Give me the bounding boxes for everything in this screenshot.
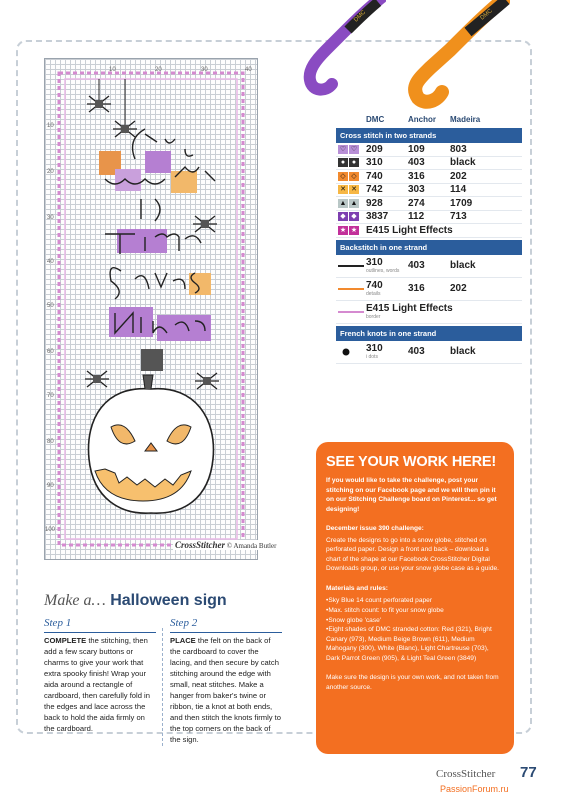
footer-brand: CrossStitcher xyxy=(436,768,496,780)
cross-row xyxy=(336,184,522,198)
french-knot-band: French knots in one strand xyxy=(336,326,522,341)
swatch-pair xyxy=(336,212,366,221)
anchor-code: 403 xyxy=(408,157,425,169)
madeira-code: black xyxy=(450,260,476,271)
anchor-code: 109 xyxy=(408,143,425,155)
madeira-code: black xyxy=(450,346,476,357)
dmc-code xyxy=(366,257,408,274)
materials-item: • Snow globe 'case' xyxy=(326,616,504,626)
tick-top-3: 30 xyxy=(201,67,208,73)
back-row xyxy=(336,278,522,301)
line-note: i dots xyxy=(366,354,378,360)
dmc-code xyxy=(366,280,408,297)
anchor-code: 403 xyxy=(408,346,425,357)
swatch-pair xyxy=(336,185,366,194)
challenge-box xyxy=(316,442,514,754)
tick-top-1: 10 xyxy=(109,67,116,73)
dmc-code xyxy=(366,343,408,360)
chart-credit xyxy=(173,540,278,550)
make-title: Halloween sign xyxy=(110,592,227,609)
cross-light-row: ★ ★ E415 Light Effects xyxy=(336,224,522,238)
credit-author: © Amanda Butler xyxy=(226,542,277,550)
key-header xyxy=(336,112,522,126)
dmc-value: 740 xyxy=(366,280,383,291)
anchor-code: 316 xyxy=(408,170,425,182)
dmc-code: 742 xyxy=(366,184,383,196)
cross-row xyxy=(336,143,522,157)
light-swatch: ★ xyxy=(339,226,347,234)
challenge-closing: Make sure the design is your own work, and not taken from another source. xyxy=(326,674,499,691)
cross-stitch-chart xyxy=(44,58,258,560)
credit-brand: CrossStitcher xyxy=(175,540,226,550)
step-2-title: Step 2 xyxy=(170,616,282,633)
thread-key xyxy=(336,112,522,364)
page-number: 77 xyxy=(520,764,537,781)
madeira-code: 202 xyxy=(450,283,467,294)
header-madeira: Madeira xyxy=(450,114,481,124)
step-1 xyxy=(44,616,156,734)
challenge-text: Create the designs to go into a snow globe, stitched on perforated paper. Design a front and back – download a chart of the shape at our Facebook CrossStitcher Digital Downloads group, or use your snow globe case as a guide. xyxy=(326,536,500,573)
back-light-note: border xyxy=(366,314,381,320)
step-2-lead: PLACE xyxy=(170,635,196,645)
thread-swatch: ◆ xyxy=(338,212,348,221)
cross-row xyxy=(336,197,522,211)
tick-top-4: 40 xyxy=(245,67,252,73)
cross-row xyxy=(336,170,522,184)
thread-swatch: ♡ xyxy=(350,145,358,153)
challenge-title: SEE YOUR WORK HERE! xyxy=(326,454,496,470)
thread-swatch: ▲ xyxy=(350,199,358,207)
anchor-code: 403 xyxy=(408,260,425,271)
tick-top-2: 20 xyxy=(155,67,162,73)
make-prefix: Make a… xyxy=(44,592,106,609)
thread-swatch: ◇ xyxy=(349,172,359,181)
back-light-label: E415 Light Effects xyxy=(366,303,453,314)
cross-light-label: E415 Light Effects xyxy=(366,224,453,236)
swatch-pair xyxy=(336,172,366,181)
tick-side-4: 40 xyxy=(47,259,54,265)
challenge-intro: If you would like to take the challenge, post your stitching on our Facebook page and we will then pin it on our Stitching Challenge board on Pinterest... so get designing! xyxy=(326,477,497,513)
thread-swatch: ▲ xyxy=(339,199,347,207)
make-heading xyxy=(44,592,227,610)
swatch-pair xyxy=(336,158,366,167)
cross-row xyxy=(336,157,522,171)
dmc-code: 310 xyxy=(366,157,383,169)
dmc-value: 310 xyxy=(366,257,383,268)
step-1-text: the stitching, then add a few scary buttons or charms to give your work that extra spooky finish! Wrap your aida around a rectangle of cardboard, then carefully fold in the edges and lace across the back to hold the aida firmly on the cardboard. xyxy=(44,635,150,733)
tick-side-1: 10 xyxy=(47,123,54,129)
challenge-heading: December issue 390 challenge: xyxy=(326,525,424,533)
step-1-lead: COMPLETE xyxy=(44,635,87,645)
madeira-code: 713 xyxy=(450,211,467,223)
madeira-code: 114 xyxy=(450,184,467,196)
french-row xyxy=(336,341,522,364)
anchor-code: 274 xyxy=(408,197,425,209)
anchor-code: 303 xyxy=(408,184,425,196)
thread-swatch: ◇ xyxy=(338,172,348,181)
svg-text:DMC: DMC xyxy=(479,8,494,22)
tick-side-8: 80 xyxy=(47,439,54,445)
step-2 xyxy=(170,616,282,745)
madeira-code: 1709 xyxy=(450,197,473,209)
chart-artwork xyxy=(45,59,257,559)
cross-row xyxy=(336,211,522,225)
materials-item: • Sky Blue 14 count perforated paper xyxy=(326,596,504,606)
materials-list xyxy=(326,596,504,663)
line-sample xyxy=(336,286,366,292)
swatch-pair xyxy=(336,199,366,208)
backstitch-band: Backstitch in one strand xyxy=(336,240,522,255)
tick-side-7: 70 xyxy=(47,393,54,399)
madeira-code: black xyxy=(450,157,476,169)
anchor-code: 112 xyxy=(408,211,425,223)
tick-side-9: 90 xyxy=(47,483,54,489)
line-note: details xyxy=(366,291,381,297)
back-light-row xyxy=(336,301,522,324)
step-divider xyxy=(162,628,163,746)
thread-swatch: ✕ xyxy=(349,185,359,194)
back-row xyxy=(336,255,522,278)
purple-thread-skein xyxy=(296,0,386,100)
tick-side-3: 30 xyxy=(47,215,54,221)
dmc-value: 310 xyxy=(366,343,383,354)
line-note: outlines, words xyxy=(366,268,400,274)
orange-thread-skein xyxy=(380,0,510,110)
step-1-title: Step 1 xyxy=(44,616,156,633)
dmc-code: 740 xyxy=(366,170,383,182)
header-dmc: DMC xyxy=(366,114,385,124)
line-sample xyxy=(336,263,366,269)
step-2-text: the felt on the back of the cardboard to cover the lacing, and then secure by catch stitching around the edge with small, neat stitches. Make a hanger from baker's twine or ribbon, tie a knot at both ends, and then stitch the knots firmly to the top corners on the back of the sign. xyxy=(170,635,282,744)
tick-side-6: 60 xyxy=(47,349,54,355)
header-anchor: Anchor xyxy=(408,114,436,124)
materials-item: • Max. stitch count: to fit your snow globe xyxy=(326,606,504,616)
cross-stitch-band: Cross stitch in two strands xyxy=(336,128,522,143)
thread-swatch: ● xyxy=(349,158,359,167)
watermark-site: PassionForum.ru xyxy=(440,784,509,794)
thread-swatch: ● xyxy=(338,158,348,167)
dmc-code: 3837 xyxy=(366,211,389,223)
tick-side-5: 50 xyxy=(47,303,54,309)
tick-side-10: 100 xyxy=(45,527,56,533)
swatch-pair xyxy=(336,145,366,154)
thread-swatch: ◆ xyxy=(349,212,359,221)
tick-side-2: 20 xyxy=(47,169,54,175)
madeira-code: 202 xyxy=(450,170,467,182)
svg-text:DMC: DMC xyxy=(353,9,368,24)
madeira-code: 803 xyxy=(450,143,467,155)
line-sample xyxy=(336,348,366,356)
dmc-code: 928 xyxy=(366,197,383,209)
anchor-code: 316 xyxy=(408,283,425,294)
materials-heading: Materials and rules: xyxy=(326,584,388,592)
dmc-code: 209 xyxy=(366,143,383,155)
materials-item: • Eight shades of DMC stranded cotton: Red (321), Bright Canary (973), Medium Beige Brown (611), Medium Mahogany (300), White (Blanc), Light Chartreuse (703), Dark Parrot Green (905), & Light Teal Green (3849) xyxy=(326,625,504,663)
thread-swatch: ♡ xyxy=(339,145,347,153)
thread-swatch: ✕ xyxy=(338,185,348,194)
